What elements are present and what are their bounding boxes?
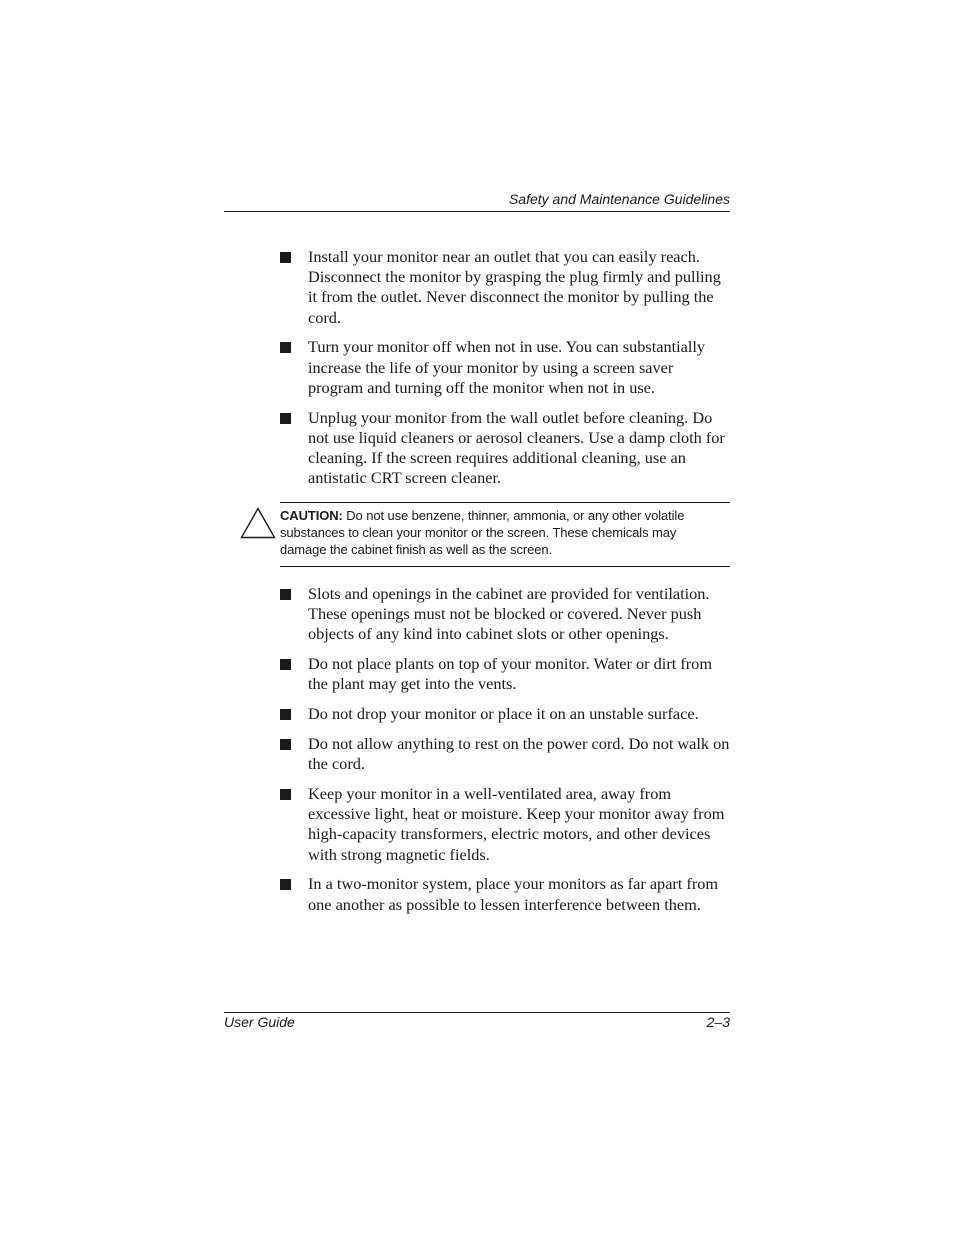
square-bullet-icon bbox=[280, 659, 291, 670]
list-item-text: Do not place plants on top of your monitor. Water or dirt from the plant may get into the vents. bbox=[308, 654, 712, 694]
list-item-text: In a two-monitor system, place your monitors as far apart from one another as possible to lessen interference between them. bbox=[308, 874, 719, 914]
square-bullet-icon bbox=[280, 879, 291, 890]
list-item bbox=[280, 734, 732, 774]
square-bullet-icon bbox=[280, 739, 291, 750]
list-item bbox=[280, 247, 732, 328]
caution-top-rule bbox=[280, 502, 730, 503]
caution-label: CAUTION: bbox=[280, 508, 343, 523]
list-item-text: Keep your monitor in a well-ventilated area, away from excessive light, heat or moisture. Keep your monitor away from high-capacity transformers, electric motors, and other devices with strong magnetic fields. bbox=[308, 784, 725, 864]
square-bullet-icon bbox=[280, 413, 291, 424]
caution-bottom-rule bbox=[280, 566, 730, 567]
list-item-text: Do not drop your monitor or place it on an unstable surface. bbox=[308, 704, 699, 724]
list-item bbox=[280, 654, 732, 694]
list-item bbox=[280, 408, 732, 489]
list-item-text: Unplug your monitor from the wall outlet before cleaning. Do not use liquid cleaners or aerosol cleaners. Use a damp cloth for cleaning. If the screen requires additional cleaning, use an antistatic CRT screen cleaner. bbox=[308, 407, 725, 488]
list-item bbox=[280, 584, 732, 645]
list-item-text: Do not allow anything to rest on the power cord. Do not walk on the cord. bbox=[308, 734, 730, 774]
list-item-text: Install your monitor near an outlet that you can easily reach. Disconnect the monitor by grasping the plug firmly and pulling it from the outlet. Never disconnect the monitor by pulling the cord. bbox=[308, 247, 721, 327]
square-bullet-icon bbox=[280, 789, 291, 800]
list-item-text: Slots and openings in the cabinet are provided for ventilation. These openings must not be blocked or covered. Never push objects of any kind into cabinet slots or other openings. bbox=[308, 584, 710, 644]
list-item bbox=[280, 337, 732, 398]
caution-text bbox=[280, 507, 720, 558]
list-item bbox=[280, 704, 732, 724]
page-number: 2–3 bbox=[706, 1014, 730, 1030]
square-bullet-icon bbox=[280, 252, 291, 263]
square-bullet-icon bbox=[280, 709, 291, 720]
square-bullet-icon bbox=[280, 589, 291, 600]
list-item-text: Turn your monitor off when not in use. You can substantially increase the life of your monitor by using a screen saver program and turning off the monitor when not in use. bbox=[308, 337, 706, 397]
list-item bbox=[280, 784, 732, 865]
guidelines-list-1 bbox=[280, 247, 732, 498]
footer-document-title: User Guide bbox=[224, 1014, 295, 1030]
header-rule bbox=[224, 211, 730, 212]
list-item bbox=[280, 874, 732, 914]
caution-body: Do not use benzene, thinner, ammonia, or any other volatile substances to clean your monitor or the screen. These chemicals may damage the cabinet finish as well as the screen. bbox=[280, 508, 685, 557]
running-header: Safety and Maintenance Guidelines bbox=[508, 191, 730, 207]
square-bullet-icon bbox=[280, 342, 291, 353]
caution-triangle-icon bbox=[240, 507, 276, 539]
guidelines-list-2 bbox=[280, 584, 732, 924]
